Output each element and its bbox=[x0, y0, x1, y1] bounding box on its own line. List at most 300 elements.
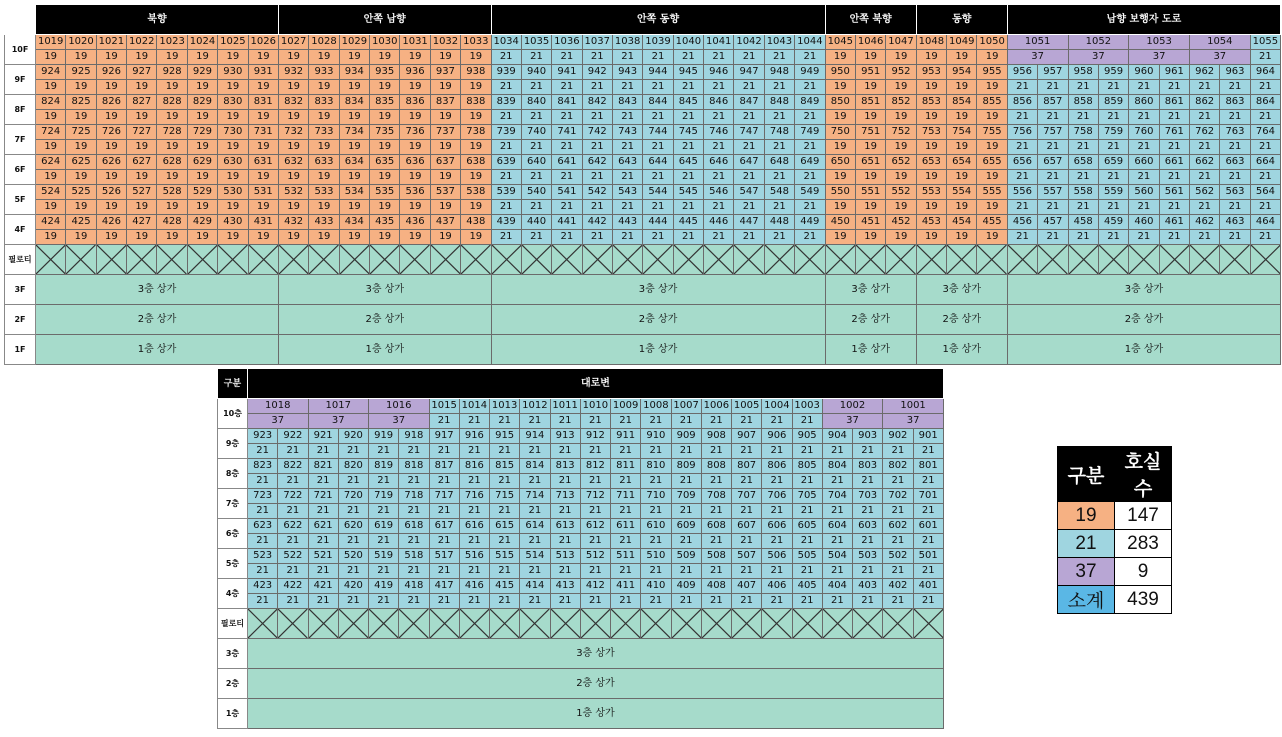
unit-number: 1022 bbox=[127, 35, 157, 50]
unit-number: 611 bbox=[611, 519, 641, 534]
piloti-cross-icon bbox=[36, 245, 65, 274]
piloti-cell bbox=[339, 245, 369, 275]
unit-number: 650 bbox=[825, 155, 855, 170]
unit-type: 21 bbox=[1068, 200, 1098, 215]
piloti-cross-icon bbox=[369, 609, 398, 638]
unit-type: 21 bbox=[550, 534, 580, 549]
unit-number: 1015 bbox=[429, 399, 459, 414]
unit-type: 19 bbox=[947, 50, 977, 65]
unit-number: 1008 bbox=[641, 399, 671, 414]
unit-type: 19 bbox=[400, 50, 430, 65]
unit-type: 21 bbox=[490, 474, 520, 489]
unit-number: 509 bbox=[671, 549, 701, 564]
piloti-cross-icon bbox=[765, 245, 794, 274]
unit-number: 623 bbox=[248, 519, 278, 534]
commercial-space: 1층 상가 bbox=[825, 335, 916, 365]
unit-type: 21 bbox=[520, 474, 550, 489]
unit-number: 520 bbox=[338, 549, 368, 564]
unit-number: 845 bbox=[673, 95, 703, 110]
unit-type: 21 bbox=[795, 80, 826, 95]
unit-type: 19 bbox=[278, 140, 308, 155]
unit-number: 823 bbox=[248, 459, 278, 474]
unit-number: 745 bbox=[673, 125, 703, 140]
unit-type: 21 bbox=[520, 444, 550, 459]
unit-number: 716 bbox=[459, 489, 489, 504]
unit-number: 421 bbox=[308, 579, 338, 594]
piloti-cross-icon bbox=[492, 245, 521, 274]
piloti-cross-icon bbox=[734, 245, 763, 274]
commercial-space: 1층 상가 bbox=[248, 699, 944, 729]
unit-number: 721 bbox=[308, 489, 338, 504]
lowerunit-row bbox=[218, 444, 944, 459]
unit-number: 907 bbox=[732, 429, 762, 444]
unit-number: 916 bbox=[459, 429, 489, 444]
unit-type: 21 bbox=[792, 504, 822, 519]
uppergroup-header: 북향 bbox=[36, 5, 279, 35]
unit-type: 19 bbox=[977, 200, 1007, 215]
unit-type: 21 bbox=[1189, 170, 1219, 185]
unit-number: 751 bbox=[855, 125, 885, 140]
unit-number: 560 bbox=[1129, 185, 1159, 200]
unit-type: 21 bbox=[701, 564, 731, 579]
piloti-cell bbox=[762, 609, 792, 639]
unit-number: 833 bbox=[309, 95, 339, 110]
unit-type: 19 bbox=[886, 230, 916, 245]
piloti-cross-icon bbox=[1038, 245, 1067, 274]
unit-number: 817 bbox=[429, 459, 459, 474]
unit-type: 21 bbox=[764, 110, 794, 125]
piloti-cross-icon bbox=[279, 245, 308, 274]
unit-type: 21 bbox=[429, 414, 459, 429]
unit-number: 946 bbox=[704, 65, 734, 80]
piloti-cell bbox=[825, 245, 855, 275]
unit-number: 826 bbox=[96, 95, 126, 110]
commercial-space: 1층 상가 bbox=[491, 335, 825, 365]
commercial-space: 3층 상가 bbox=[916, 275, 1007, 305]
piloti-cross-icon bbox=[1069, 245, 1098, 274]
unit-type: 19 bbox=[461, 110, 491, 125]
unit-number: 412 bbox=[580, 579, 610, 594]
legend-row-21 bbox=[1058, 530, 1172, 558]
unit-number: 639 bbox=[491, 155, 521, 170]
piloti-cross-icon bbox=[704, 245, 733, 274]
unit-number: 1036 bbox=[552, 35, 582, 50]
unit-number: 1047 bbox=[886, 35, 916, 50]
piloti-cross-icon bbox=[762, 609, 791, 638]
unit-number: 746 bbox=[704, 125, 734, 140]
unit-number: 912 bbox=[580, 429, 610, 444]
lowerunit-row bbox=[218, 549, 944, 564]
unit-type: 21 bbox=[853, 444, 883, 459]
unit-type: 19 bbox=[309, 170, 339, 185]
piloti-cell bbox=[947, 245, 977, 275]
unit-type: 19 bbox=[461, 50, 491, 65]
piloti-cell bbox=[308, 609, 338, 639]
piloti-cross-icon bbox=[309, 245, 338, 274]
unit-type: 21 bbox=[369, 504, 399, 519]
unit-type: 21 bbox=[822, 504, 852, 519]
unit-type: 19 bbox=[157, 170, 187, 185]
unit-number: 840 bbox=[521, 95, 551, 110]
unit-number: 663 bbox=[1220, 155, 1250, 170]
unit-type: 21 bbox=[853, 474, 883, 489]
unit-type: 21 bbox=[792, 564, 822, 579]
upperfloor-label: 8F bbox=[5, 95, 36, 125]
unit-type: 21 bbox=[762, 564, 792, 579]
piloti-cell bbox=[1068, 245, 1098, 275]
lowerunit-row bbox=[218, 504, 944, 519]
unit-number: 507 bbox=[732, 549, 762, 564]
unit-number: 725 bbox=[66, 125, 96, 140]
piloti-cell bbox=[1159, 245, 1189, 275]
unit-type: 19 bbox=[430, 230, 460, 245]
unit-type: 21 bbox=[521, 80, 551, 95]
piloti-cross-icon bbox=[856, 245, 885, 274]
unit-number: 405 bbox=[792, 579, 822, 594]
piloti-cross-icon bbox=[1008, 245, 1037, 274]
unit-number: 906 bbox=[762, 429, 792, 444]
unit-type: 19 bbox=[157, 50, 187, 65]
unit-type: 21 bbox=[582, 170, 612, 185]
unit-type: 19 bbox=[66, 50, 96, 65]
unit-type: 37 bbox=[248, 414, 309, 429]
unit-number: 942 bbox=[582, 65, 612, 80]
unit-number: 528 bbox=[157, 185, 187, 200]
unit-type: 21 bbox=[369, 474, 399, 489]
unit-type: 21 bbox=[369, 534, 399, 549]
unit-type: 19 bbox=[855, 170, 885, 185]
legend-key-21: 21 bbox=[1058, 530, 1115, 558]
piloti-cell bbox=[916, 245, 946, 275]
unit-type: 21 bbox=[338, 594, 368, 609]
unit-type: 21 bbox=[641, 504, 671, 519]
unit-type: 21 bbox=[338, 534, 368, 549]
unit-number: 963 bbox=[1220, 65, 1250, 80]
unit-number: 641 bbox=[552, 155, 582, 170]
unit-type: 21 bbox=[1189, 80, 1219, 95]
piloti-cell bbox=[459, 609, 489, 639]
unit-number: 619 bbox=[369, 519, 399, 534]
unit-number: 762 bbox=[1189, 125, 1219, 140]
unit-number: 425 bbox=[66, 215, 96, 230]
unit-type: 19 bbox=[916, 80, 946, 95]
unit-type: 21 bbox=[582, 110, 612, 125]
lowerfloor-label: 1층 bbox=[218, 699, 248, 729]
lowerunit-row bbox=[218, 594, 944, 609]
lowerunit-row bbox=[218, 459, 944, 474]
unit-number: 557 bbox=[1038, 185, 1068, 200]
unit-type: 19 bbox=[400, 200, 430, 215]
unit-number: 953 bbox=[916, 65, 946, 80]
unit-number: 1038 bbox=[612, 35, 642, 50]
unit-number: 1045 bbox=[825, 35, 855, 50]
unit-number: 926 bbox=[96, 65, 126, 80]
unit-number: 1019 bbox=[36, 35, 66, 50]
unit-type: 19 bbox=[339, 50, 369, 65]
unit-type: 19 bbox=[218, 50, 248, 65]
unit-type: 21 bbox=[792, 474, 822, 489]
piloti-cross-icon bbox=[977, 245, 1006, 274]
unit-type: 21 bbox=[671, 594, 701, 609]
unit-number: 903 bbox=[853, 429, 883, 444]
unit-type: 19 bbox=[339, 170, 369, 185]
unit-number: 943 bbox=[612, 65, 642, 80]
unit-number: 506 bbox=[762, 549, 792, 564]
unit-number: 406 bbox=[762, 579, 792, 594]
unit-number: 554 bbox=[947, 185, 977, 200]
unit-number: 416 bbox=[459, 579, 489, 594]
unit-type: 21 bbox=[792, 534, 822, 549]
unit-number: 630 bbox=[218, 155, 248, 170]
unit-number: 911 bbox=[611, 429, 641, 444]
unit-type: 19 bbox=[127, 110, 157, 125]
piloti-cross-icon bbox=[157, 245, 186, 274]
unit-number: 950 bbox=[825, 65, 855, 80]
piloti-cross-icon bbox=[886, 245, 915, 274]
commercial-space: 3층 상가 bbox=[825, 275, 916, 305]
unit-type: 19 bbox=[187, 230, 217, 245]
unit-type: 19 bbox=[977, 80, 1007, 95]
piloti-cell bbox=[218, 245, 248, 275]
unit-type: 19 bbox=[855, 200, 885, 215]
lowergroup-header: 대로변 bbox=[248, 369, 944, 399]
lowercommercial-row bbox=[218, 639, 944, 669]
unit-type: 21 bbox=[883, 504, 913, 519]
unit-number: 810 bbox=[641, 459, 671, 474]
unit-number: 610 bbox=[641, 519, 671, 534]
unit-number: 801 bbox=[913, 459, 943, 474]
unit-number: 561 bbox=[1159, 185, 1189, 200]
unit-number: 850 bbox=[825, 95, 855, 110]
unit-number: 418 bbox=[399, 579, 429, 594]
unit-type: 21 bbox=[913, 504, 943, 519]
unit-number: 914 bbox=[520, 429, 550, 444]
unit-type: 19 bbox=[430, 50, 460, 65]
piloti-cell bbox=[429, 609, 459, 639]
unit-type: 21 bbox=[643, 200, 673, 215]
unit-type: 21 bbox=[822, 564, 852, 579]
unit-type: 21 bbox=[1068, 140, 1098, 155]
unit-number: 538 bbox=[461, 185, 491, 200]
lowerfloor-label: 7층 bbox=[218, 489, 248, 519]
unit-number: 436 bbox=[400, 215, 430, 230]
unit-type: 21 bbox=[1129, 230, 1159, 245]
unit-number: 806 bbox=[762, 459, 792, 474]
unit-number: 447 bbox=[734, 215, 764, 230]
unit-type: 21 bbox=[822, 534, 852, 549]
unit-number: 838 bbox=[461, 95, 491, 110]
upperunit-row bbox=[5, 200, 1281, 215]
unit-type: 19 bbox=[430, 80, 460, 95]
unit-number: 820 bbox=[338, 459, 368, 474]
unit-type: 21 bbox=[1038, 140, 1068, 155]
piloti-cell bbox=[886, 245, 916, 275]
unit-type: 21 bbox=[1007, 110, 1037, 125]
unit-type: 19 bbox=[886, 140, 916, 155]
unit-type: 19 bbox=[855, 140, 885, 155]
unit-number: 606 bbox=[762, 519, 792, 534]
unit-number: 961 bbox=[1159, 65, 1189, 80]
upperfloor-label: 10F bbox=[5, 35, 36, 65]
unit-type: 21 bbox=[399, 564, 429, 579]
piloti-cross-icon bbox=[883, 609, 912, 638]
unit-type: 19 bbox=[278, 50, 308, 65]
unit-type: 21 bbox=[732, 414, 762, 429]
unit-type: 21 bbox=[1220, 140, 1250, 155]
unit-type: 19 bbox=[855, 50, 885, 65]
unit-type: 21 bbox=[459, 594, 489, 609]
unit-type: 21 bbox=[1007, 80, 1037, 95]
unit-type: 21 bbox=[1098, 170, 1128, 185]
piloti-cross-icon bbox=[340, 245, 369, 274]
unit-number: 1012 bbox=[520, 399, 550, 414]
unit-type: 21 bbox=[308, 504, 338, 519]
piloti-cross-icon bbox=[583, 245, 612, 274]
piloti-cross-icon bbox=[826, 245, 855, 274]
unit-number: 1025 bbox=[218, 35, 248, 50]
unit-number: 649 bbox=[795, 155, 826, 170]
unit-number: 457 bbox=[1038, 215, 1068, 230]
unit-number: 541 bbox=[552, 185, 582, 200]
legend-key-37: 37 bbox=[1058, 558, 1115, 586]
unit-number: 1049 bbox=[947, 35, 977, 50]
legend-header-row bbox=[1058, 447, 1172, 502]
unit-type: 21 bbox=[764, 140, 794, 155]
unit-type: 19 bbox=[977, 170, 1007, 185]
unit-type: 21 bbox=[308, 474, 338, 489]
piloti-cell bbox=[96, 245, 126, 275]
unit-number: 617 bbox=[429, 519, 459, 534]
unit-number: 423 bbox=[248, 579, 278, 594]
unit-type: 21 bbox=[580, 444, 610, 459]
unit-type: 21 bbox=[338, 564, 368, 579]
unit-type: 21 bbox=[611, 474, 641, 489]
unit-type: 21 bbox=[1038, 80, 1068, 95]
unit-type: 37 bbox=[369, 414, 430, 429]
lowerunit-row bbox=[218, 474, 944, 489]
unit-type: 21 bbox=[248, 504, 278, 519]
unit-number: 964 bbox=[1250, 65, 1280, 80]
unit-type: 19 bbox=[66, 200, 96, 215]
upperheader-row bbox=[5, 5, 1281, 35]
unit-number: 1039 bbox=[643, 35, 673, 50]
unit-type: 19 bbox=[916, 200, 946, 215]
unit-number: 1048 bbox=[916, 35, 946, 50]
unit-type: 21 bbox=[795, 140, 826, 155]
unit-number: 535 bbox=[370, 185, 400, 200]
piloti-cell bbox=[1007, 245, 1037, 275]
unit-number: 815 bbox=[490, 459, 520, 474]
unit-type: 21 bbox=[641, 564, 671, 579]
unit-type: 21 bbox=[521, 230, 551, 245]
piloti-cell bbox=[248, 245, 278, 275]
unit-number: 948 bbox=[764, 65, 794, 80]
piloti-cross-icon bbox=[400, 245, 429, 274]
unit-number: 941 bbox=[552, 65, 582, 80]
unit-type: 21 bbox=[673, 110, 703, 125]
unit-number: 434 bbox=[339, 215, 369, 230]
unit-number: 646 bbox=[704, 155, 734, 170]
unit-type: 21 bbox=[764, 50, 794, 65]
unit-type: 21 bbox=[248, 594, 278, 609]
unit-type: 19 bbox=[947, 230, 977, 245]
piloti-cell bbox=[369, 609, 399, 639]
unit-number: 431 bbox=[248, 215, 278, 230]
unit-type: 21 bbox=[552, 80, 582, 95]
unit-type: 19 bbox=[218, 110, 248, 125]
unit-number: 1037 bbox=[582, 35, 612, 50]
unit-type: 21 bbox=[704, 140, 734, 155]
unit-type: 21 bbox=[643, 50, 673, 65]
unit-number: 702 bbox=[883, 489, 913, 504]
unit-type: 21 bbox=[641, 474, 671, 489]
piloti-cross-icon bbox=[309, 609, 338, 638]
unit-number: 1016 bbox=[369, 399, 430, 414]
lowerunit-row bbox=[218, 534, 944, 549]
unit-number: 945 bbox=[673, 65, 703, 80]
unit-type: 21 bbox=[491, 110, 521, 125]
legend-header-count: 호실수 bbox=[1115, 447, 1172, 502]
unit-number: 556 bbox=[1007, 185, 1037, 200]
unit-type: 21 bbox=[580, 414, 610, 429]
unit-number: 733 bbox=[309, 125, 339, 140]
unit-type: 19 bbox=[248, 230, 278, 245]
unit-number: 527 bbox=[127, 185, 157, 200]
unit-number: 558 bbox=[1068, 185, 1098, 200]
unit-type: 21 bbox=[795, 170, 826, 185]
unit-number: 1005 bbox=[732, 399, 762, 414]
unit-type: 19 bbox=[127, 170, 157, 185]
piloti-cell bbox=[611, 609, 641, 639]
unit-type: 21 bbox=[429, 564, 459, 579]
unit-type: 21 bbox=[762, 504, 792, 519]
unit-number: 821 bbox=[308, 459, 338, 474]
unit-type: 21 bbox=[278, 534, 308, 549]
unit-number: 537 bbox=[430, 185, 460, 200]
unit-type: 21 bbox=[399, 474, 429, 489]
piloti-cross-icon bbox=[399, 609, 428, 638]
upperfloor-label: 3F bbox=[5, 275, 36, 305]
unit-type: 21 bbox=[732, 564, 762, 579]
unit-type: 21 bbox=[701, 504, 731, 519]
unit-type: 19 bbox=[278, 170, 308, 185]
unit-type: 21 bbox=[1129, 200, 1159, 215]
unit-number: 426 bbox=[96, 215, 126, 230]
unit-number: 910 bbox=[641, 429, 671, 444]
unit-number: 404 bbox=[822, 579, 852, 594]
unit-type: 21 bbox=[582, 230, 612, 245]
unit-number: 1031 bbox=[400, 35, 430, 50]
unit-type: 21 bbox=[1129, 80, 1159, 95]
unit-number: 1040 bbox=[673, 35, 703, 50]
unit-type: 21 bbox=[1250, 200, 1280, 215]
unit-number: 648 bbox=[764, 155, 794, 170]
piloti-cell bbox=[883, 609, 913, 639]
unit-number: 403 bbox=[853, 579, 883, 594]
unit-type: 19 bbox=[127, 200, 157, 215]
unit-type: 19 bbox=[187, 50, 217, 65]
unit-number: 1017 bbox=[308, 399, 369, 414]
legend-value-21: 283 bbox=[1115, 530, 1172, 558]
unit-number: 419 bbox=[369, 579, 399, 594]
unit-type: 21 bbox=[734, 50, 764, 65]
unit-type: 21 bbox=[1129, 170, 1159, 185]
unit-type: 21 bbox=[399, 444, 429, 459]
unit-number: 1023 bbox=[157, 35, 187, 50]
upperunit-row bbox=[5, 215, 1281, 230]
piloti-cross-icon bbox=[795, 245, 825, 274]
unit-number: 550 bbox=[825, 185, 855, 200]
